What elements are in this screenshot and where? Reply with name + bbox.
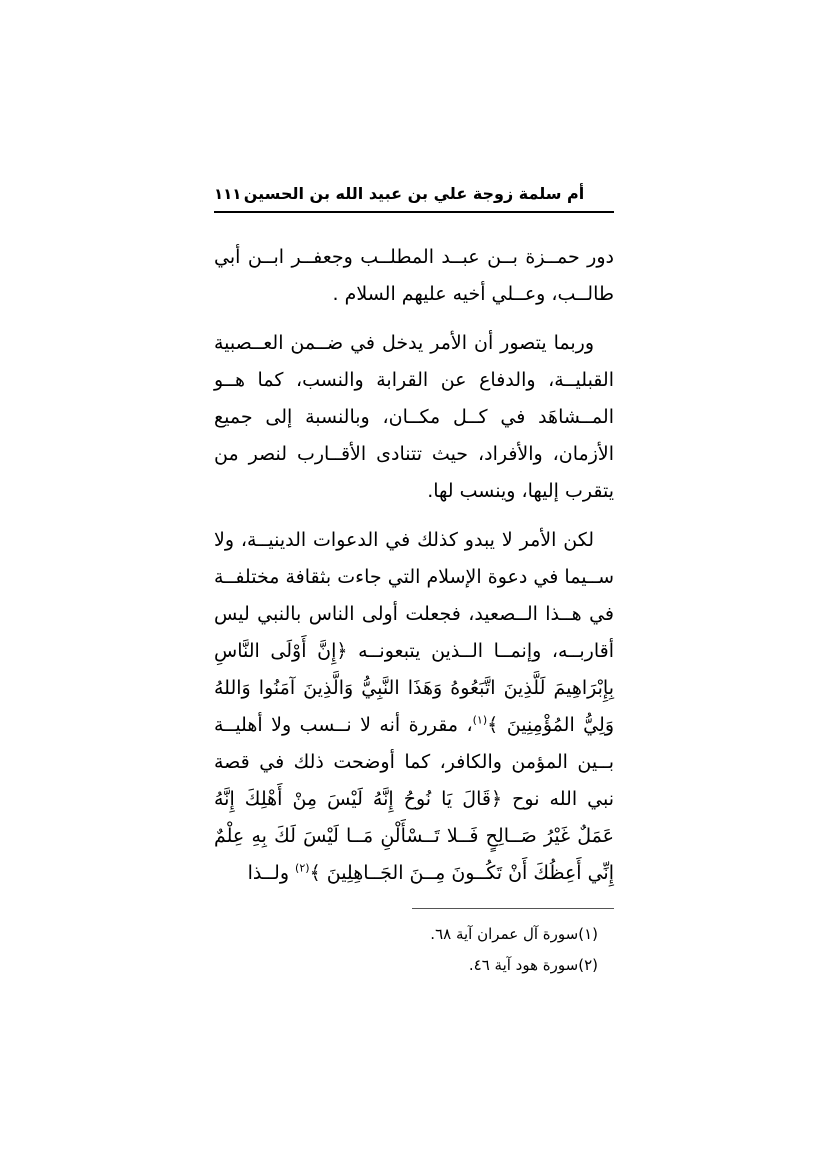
page-number: ١١١: [214, 185, 242, 203]
paragraph-1: دور حمــزة بــن عبــد المطلــب وجعفــر ابــن أبي طالــب، وعــلي أخيه عليهم السلام .: [214, 246, 614, 305]
running-head-title: أم سلمة زوجة علي بن عبيد الله بن الحسين: [243, 184, 585, 203]
quran-verse-hud: ﴿قَالَ يَا نُوحُ إِنَّهُ لَيْسَ مِنْ أَهْلِكَ إِنَّهُ عَمَلٌ غَيْرُ صَــالِحٍ فَــلا تَــسْأَلْنِ مَــا لَيْسَ لَكَ بِهِ عِلْمٌ إِنِّي أَعِظُكَ أَنْ تَكُــونَ مِــنَ الجَــاهِلِينَ ﴾: [214, 788, 614, 884]
paragraph-3-intro: لكن الأمر لا يبدو كذلك في الدعوات الدينيــة، ولا ســيما في دعوة الإسلام التي جاءت بثقافة مختلفــة في هــذا الــصعيد، فجعلت أولى الناس بالنبي ليس أقاربــه، وإنمــا الــذين يتبعونــه: [214, 529, 614, 662]
text-column: [214, 182, 614, 981]
paragraph-3: [214, 522, 614, 892]
quran-verse-aal-imran: ﴿إِنَّ أَوْلَى النَّاسِ بِإِبْرَاهِيمَ لَلَّذِينَ اتَّبَعُوهُ وَهَذَا النَّبِيُّ وَالَّذِينَ آمَنُوا وَاللهُ وَلِيُّ المُؤْمِنِينَ ﴾: [214, 640, 614, 736]
page-body: [214, 239, 614, 892]
paragraph-3-middle: ، مقررة أنه لا نــسب ولا أهليــة بــين المؤمن والكافر، كما أوضحت ذلك في قصة نبي الله نوح: [214, 714, 615, 810]
paragraph-3-outro: ولــذا: [247, 862, 296, 884]
footnote-separator: [412, 908, 614, 909]
page-header: [214, 182, 614, 208]
footnotes-section: [214, 908, 614, 981]
footnote-2: (٢)سورة هود آية ٤٦.: [468, 956, 598, 974]
footnote-ref-1: (١): [472, 713, 488, 727]
header-rule: [214, 211, 614, 213]
footnote-ref-2: (٢): [295, 861, 310, 875]
footnote-1: (١)سورة آل عمران آية ٦٨.: [430, 925, 598, 943]
paragraph-2: وربما يتصور أن الأمر يدخل في ضــمن العــصبية القبليــة، والدفاع عن القرابة والنسب، كما هــو المــشاهَد في كــل مكــان، وبالنسبة إلى جميع الأزمان، والأفراد، حيث تتنادى الأقــارب لنصر من يتقرب إليها، وينسب لها.: [214, 332, 614, 502]
